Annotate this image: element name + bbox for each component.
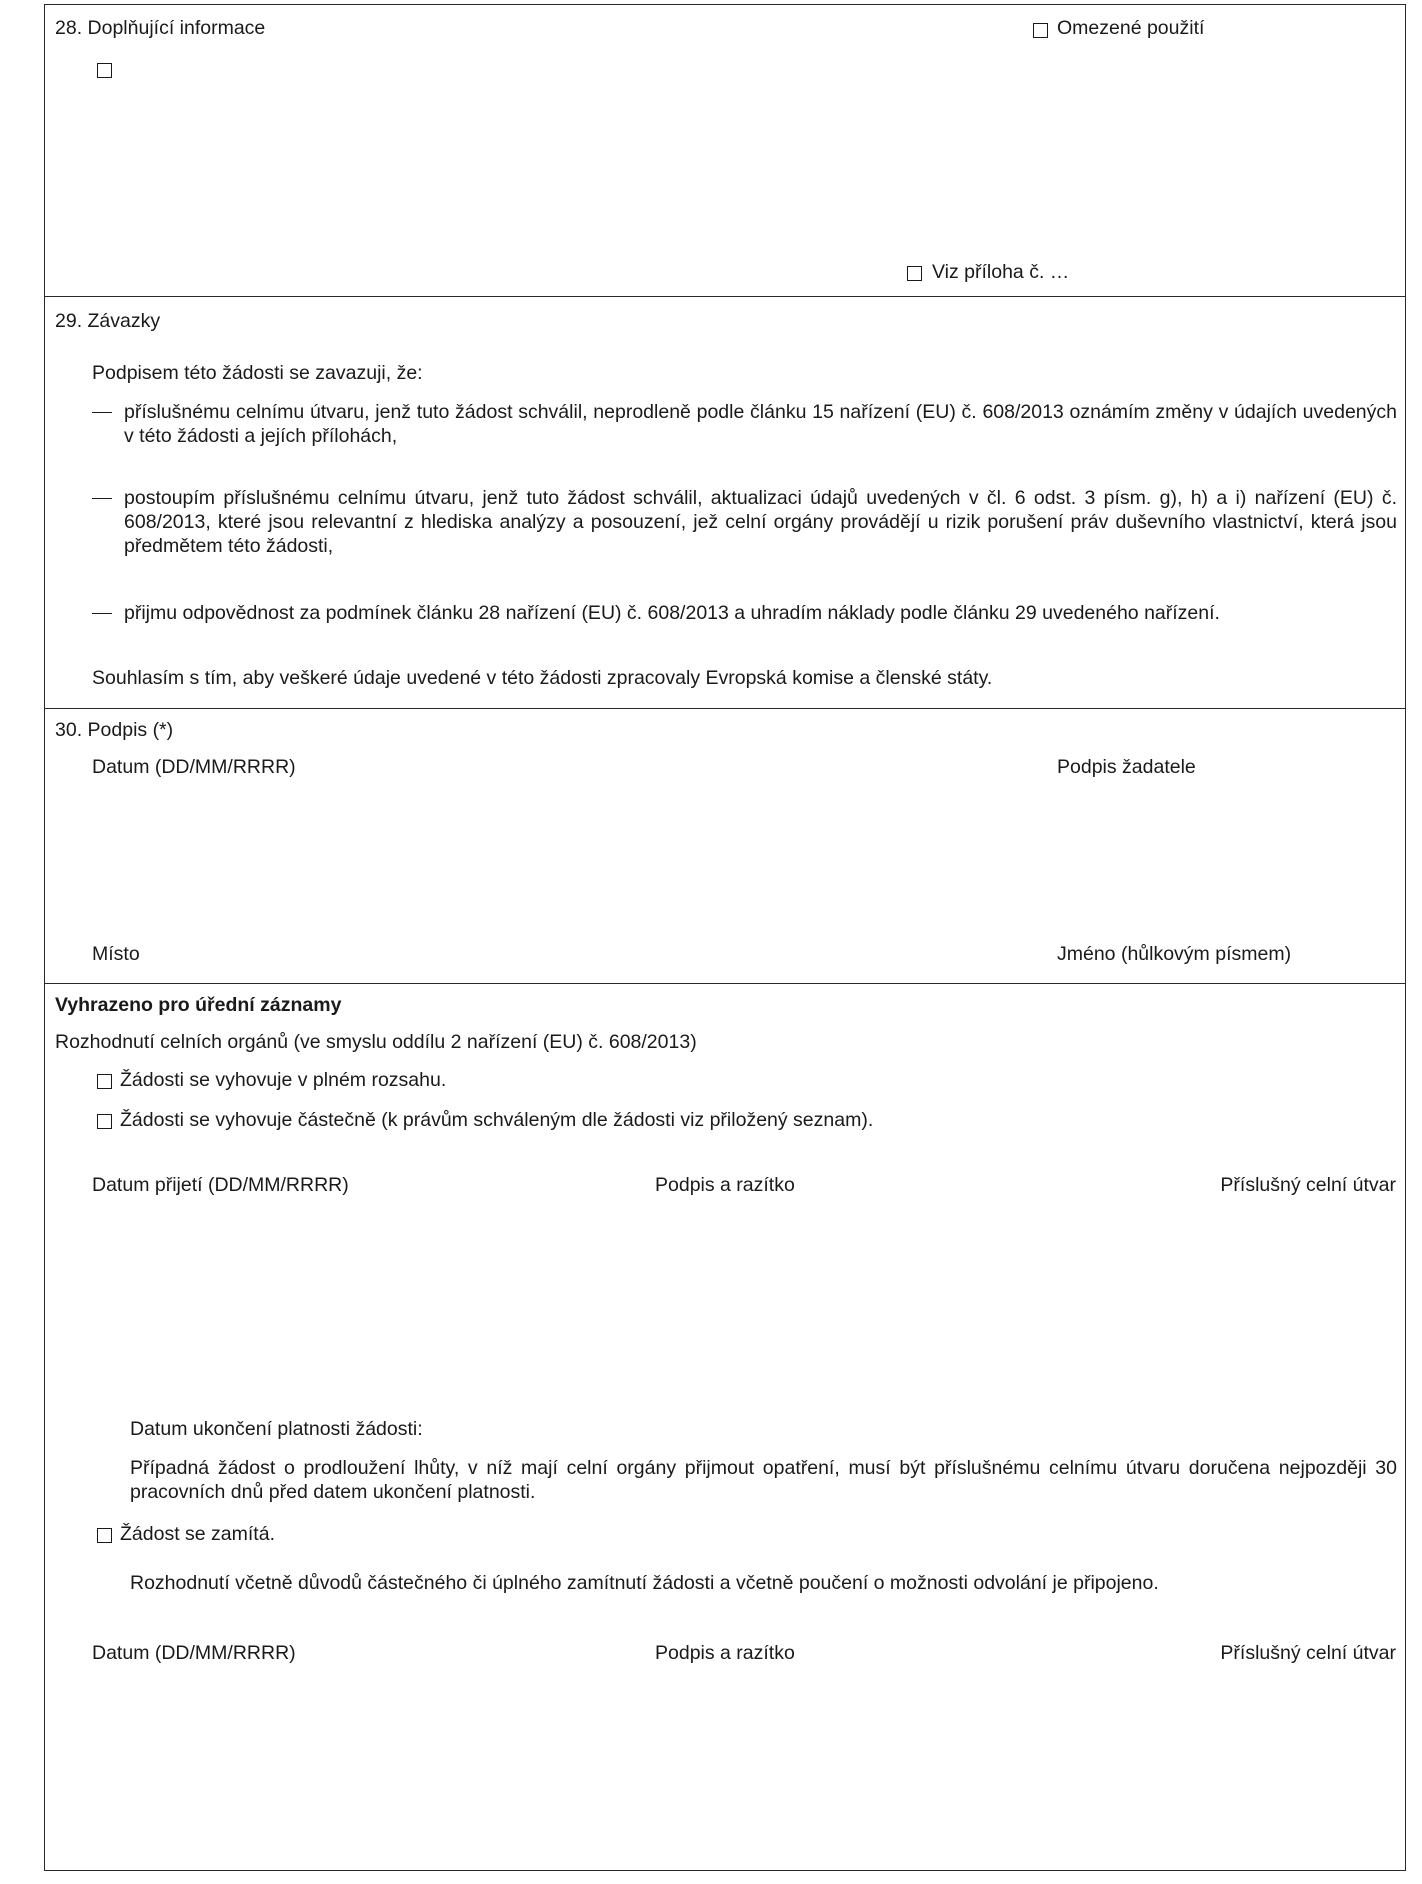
signature-date-label: Datum (DD/MM/RRRR) <box>92 756 296 778</box>
restricted-use-label: Omezené použití <box>1057 17 1205 39</box>
section-29-title: 29. Závazky <box>55 310 161 332</box>
consent-statement: Souhlasím s tím, aby veškeré údaje uvedené v této žádosti zpracovaly Evropská komise a členské státy. <box>92 667 993 689</box>
customs-decision-label: Rozhodnutí celních orgánů (ve smyslu oddílu 2 nařízení (EU) č. 608/2013) <box>55 1031 697 1053</box>
additional-info-checkbox[interactable] <box>97 63 112 78</box>
competent-office-label: Příslušný celní útvar <box>1220 1174 1396 1196</box>
undertaking-item: přijmu odpovědnost za podmínek článku 28 nařízení (EU) č. 608/2013 a uhradím náklady podle článku 29 uvedeného nařízení. <box>124 602 1220 624</box>
signature-stamp-label-2: Podpis a razítko <box>655 1642 795 1664</box>
bullet-dash <box>92 498 112 499</box>
granted-full-label: Žádosti se vyhovuje v plném rozsahu. <box>120 1069 447 1091</box>
official-use-section <box>45 984 1405 1870</box>
see-annex-checkbox[interactable] <box>907 266 922 281</box>
competent-office-label-2: Příslušný celní útvar <box>1220 1642 1396 1664</box>
section-28-title: 28. Doplňující informace <box>55 17 266 39</box>
expiry-date-label: Datum ukončení platnosti žádosti: <box>130 1418 423 1440</box>
undertaking-item: příslušnému celnímu útvaru, jenž tuto žádost schválil, neprodleně podle článku 15 nařízení (EU) č. 608/2013 oznámím změny v údajích uvedených v této žádosti a jejích přílohách, <box>124 401 1397 447</box>
signature-stamp-label: Podpis a razítko <box>655 1174 795 1196</box>
granted-full-checkbox[interactable] <box>97 1074 112 1089</box>
see-annex-label: Viz příloha č. … <box>932 261 1070 283</box>
application-form <box>44 4 1406 1871</box>
bullet-dash <box>92 412 112 413</box>
undertaking-item: postoupím příslušnému celnímu útvaru, jenž tuto žádost schválil, aktualizaci údajů uvedených v čl. 6 odst. 3 písm. g), h) a i) nařízení (EU) č. 608/2013, které jsou relevantní z hlediska analýzy a posouzení, jež celní orgány provádějí u rizik porušení práv duševního vlastnictví, která jsou předmětem této žádosti, <box>124 487 1397 557</box>
granted-partial-checkbox[interactable] <box>97 1114 112 1129</box>
decision-date-label: Datum (DD/MM/RRRR) <box>92 1642 296 1664</box>
section-30 <box>45 709 1405 984</box>
section-29 <box>45 297 1405 709</box>
name-label: Jméno (hůlkovým písmem) <box>1057 943 1292 965</box>
date-received-label: Datum přijetí (DD/MM/RRRR) <box>92 1174 349 1196</box>
granted-partial-label: Žádosti se vyhovuje částečně (k právům schváleným dle žádosti viz přiložený seznam). <box>120 1109 874 1131</box>
section-28 <box>45 5 1405 297</box>
place-label: Místo <box>92 943 140 965</box>
section-30-title: 30. Podpis (*) <box>55 719 174 741</box>
undertakings-intro: Podpisem této žádosti se zavazuji, že: <box>92 362 423 384</box>
official-use-title: Vyhrazeno pro úřední záznamy <box>55 994 342 1016</box>
extension-note: Případná žádost o prodloužení lhůty, v níž mají celní orgány přijmout opatření, musí být příslušnému celnímu útvaru doručena nejpozději 30 pracovních dnů před datem ukončení platnosti. <box>130 1457 1397 1503</box>
restricted-use-checkbox[interactable] <box>1033 23 1048 38</box>
applicant-signature-label: Podpis žadatele <box>1057 756 1196 778</box>
bullet-dash <box>92 613 112 614</box>
rejection-note: Rozhodnutí včetně důvodů částečného či úplného zamítnutí žádosti a včetně poučení o možnosti odvolání je připojeno. <box>130 1572 1159 1594</box>
rejected-checkbox[interactable] <box>97 1528 112 1543</box>
rejected-label: Žádost se zamítá. <box>120 1523 275 1545</box>
